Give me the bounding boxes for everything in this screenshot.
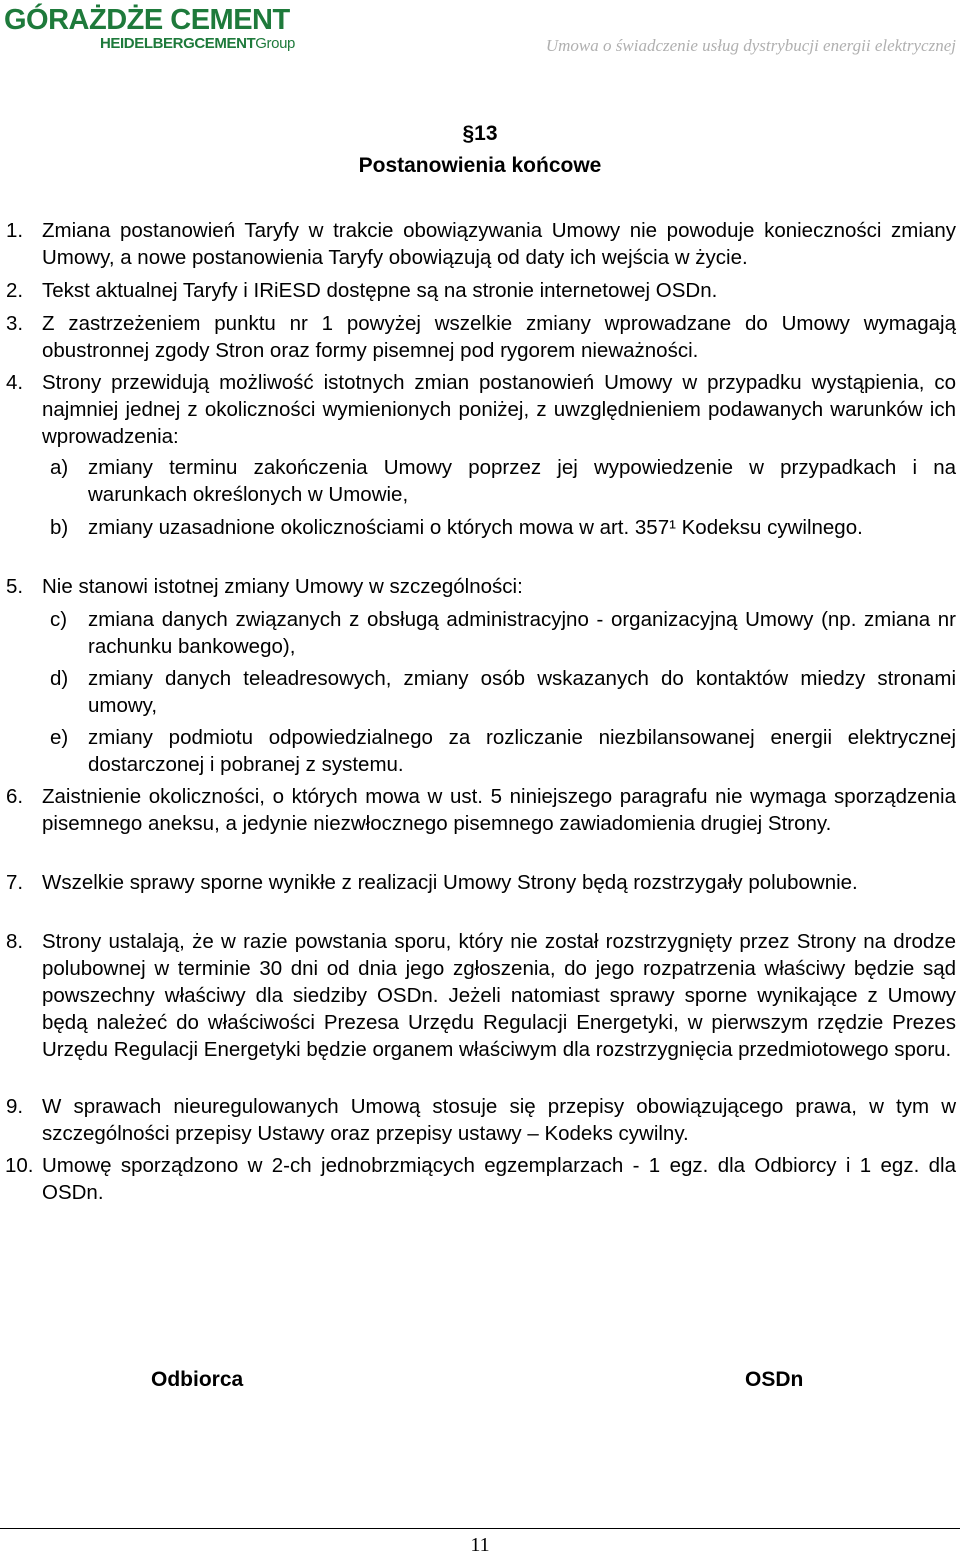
logo-main-text: GÓRAŻDŻE CEMENT: [4, 4, 290, 36]
sub-item-letter: a): [50, 456, 69, 479]
clause-10: [5, 1152, 956, 1206]
sub-item-text: zmiany terminu zakończenia Umowy poprzez jej wypowiedzenie w przypadkach i na warunkach określonych w Umowie,: [88, 456, 956, 506]
clause-number: 8.: [6, 930, 24, 953]
clause-number: 10.: [5, 1154, 34, 1177]
clause-text: Zmiana postanowień Taryfy w trakcie obowiązywania Umowy nie powoduje konieczności zmiany Umowy, a nowe postanowienia Taryfy obowiązują od daty ich wejścia w życie.: [42, 219, 956, 269]
clause-number: 3.: [6, 312, 24, 335]
logo-sub-text: [100, 36, 295, 52]
clause-number: 9.: [6, 1095, 24, 1118]
clause-1: [6, 217, 956, 271]
signature-osdn: OSDn: [745, 1368, 804, 1391]
clause-number: 2.: [6, 279, 24, 302]
clause-5-item-e: [50, 724, 956, 778]
section-number: §13: [462, 122, 498, 145]
clause-number: 6.: [6, 785, 24, 808]
sub-item-text: zmiana danych związanych z obsługą administracyjno - organizacyjną Umowy (np. zmiana nr rachunku bankowego),: [88, 608, 956, 658]
clause-text: Umowę sporządzono w 2-ch jednobrzmiących egzemplarzach - 1 egz. dla Odbiorcy i 1 egz. dla OSDn.: [42, 1154, 956, 1204]
logo-sub-bold: HEIDELBERGCEMENT: [100, 35, 256, 52]
clause-number: 4.: [6, 371, 24, 394]
clause-5-item-c: [50, 606, 956, 660]
company-logo: [4, 4, 295, 52]
clause-number: 1.: [6, 219, 24, 242]
clause-text: Zaistnienie okoliczności, o których mowa w ust. 5 niniejszego paragrafu nie wymaga sporządzenia pisemnego aneksu, a jedynie niezwłocznego pisemnego zawiadomienia drugiej Strony.: [42, 785, 956, 835]
clause-4-item-b: [50, 514, 956, 541]
page-number: 11: [470, 1534, 490, 1556]
clause-7: [6, 869, 956, 896]
clause-4: [6, 369, 956, 450]
sub-item-text: zmiany uzasadnione okolicznościami o których mowa w art. 357¹ Kodeksu cywilnego.: [88, 516, 863, 539]
clause-text: Z zastrzeżeniem punktu nr 1 powyżej wszelkie zmiany wprowadzane do Umowy wymagają obustronnej zgody Stron oraz formy pisemnej pod rygorem nieważności.: [42, 312, 956, 362]
page-header: [0, 0, 960, 62]
clause-number: 7.: [6, 871, 24, 894]
clause-3: [6, 310, 956, 364]
signature-odbiorca: Odbiorca: [151, 1368, 244, 1391]
clause-text: Tekst aktualnej Taryfy i IRiESD dostępne są na stronie internetowej OSDn.: [42, 279, 718, 302]
sub-item-letter: d): [50, 667, 69, 690]
clause-5: [6, 573, 956, 600]
document-title: Umowa o świadczenie usług dystrybucji energii elektrycznej: [545, 36, 956, 55]
sub-item-text: zmiany danych teleadresowych, zmiany osób wskazanych do kontaktów miedzy stronami umowy,: [88, 667, 956, 717]
section-title: Postanowienia końcowe: [358, 154, 602, 177]
clause-2: [6, 277, 956, 304]
clause-text: Strony ustalają, że w razie powstania sporu, który nie został rozstrzygnięty przez Strony na drodze polubownej w terminie 30 dni od dnia jego zgłoszenia, do jego rozpatrzenia właściwy będzie sąd powszechny właściwy dla siedziby OSDn. Jeżeli natomiast sprawy sporne wynikające z Umowy będą należeć do właściwości Prezesa Urzędu Regulacji Energetyki, w pierwszym rzędzie Prezes Urzędu Regulacji Energetyki będzie organem właściwym dla rozstrzygnięcia przedmiotowego sporu.: [42, 930, 956, 1061]
clause-text: Strony przewidują możliwość istotnych zmian postanowień Umowy w przypadku wystąpienia, co najmniej jednej z okoliczności wymienionych poniżej, z uwzględnieniem podawanych warunków ich wprowadzenia:: [42, 371, 956, 448]
sub-item-letter: e): [50, 726, 69, 749]
clause-text: Wszelkie sprawy sporne wynikłe z realizacji Umowy Strony będą rozstrzygały polubownie.: [42, 871, 858, 894]
sub-item-letter: b): [50, 516, 69, 539]
clause-text: W sprawach nieuregulowanych Umową stosuje się przepisy obowiązującego prawa, w tym w szczególności przepisy Ustawy oraz przepisy ustawy – Kodeks cywilny.: [42, 1095, 956, 1145]
sub-item-text: zmiany podmiotu odpowiedzialnego za rozliczanie niezbilansowanej energii elektrycznej dostarczonej i pobranej z systemu.: [88, 726, 956, 776]
clause-8: [6, 928, 956, 1063]
clause-9: [6, 1093, 956, 1147]
clause-number: 5.: [6, 575, 24, 598]
logo-sub-light: Group: [255, 35, 295, 52]
footer-divider: [0, 1528, 960, 1529]
clause-4-item-a: [50, 454, 956, 508]
clause-6: [6, 783, 956, 837]
clause-5-item-d: [50, 665, 956, 719]
clause-text: Nie stanowi istotnej zmiany Umowy w szczególności:: [42, 575, 523, 598]
sub-item-letter: c): [50, 608, 68, 631]
